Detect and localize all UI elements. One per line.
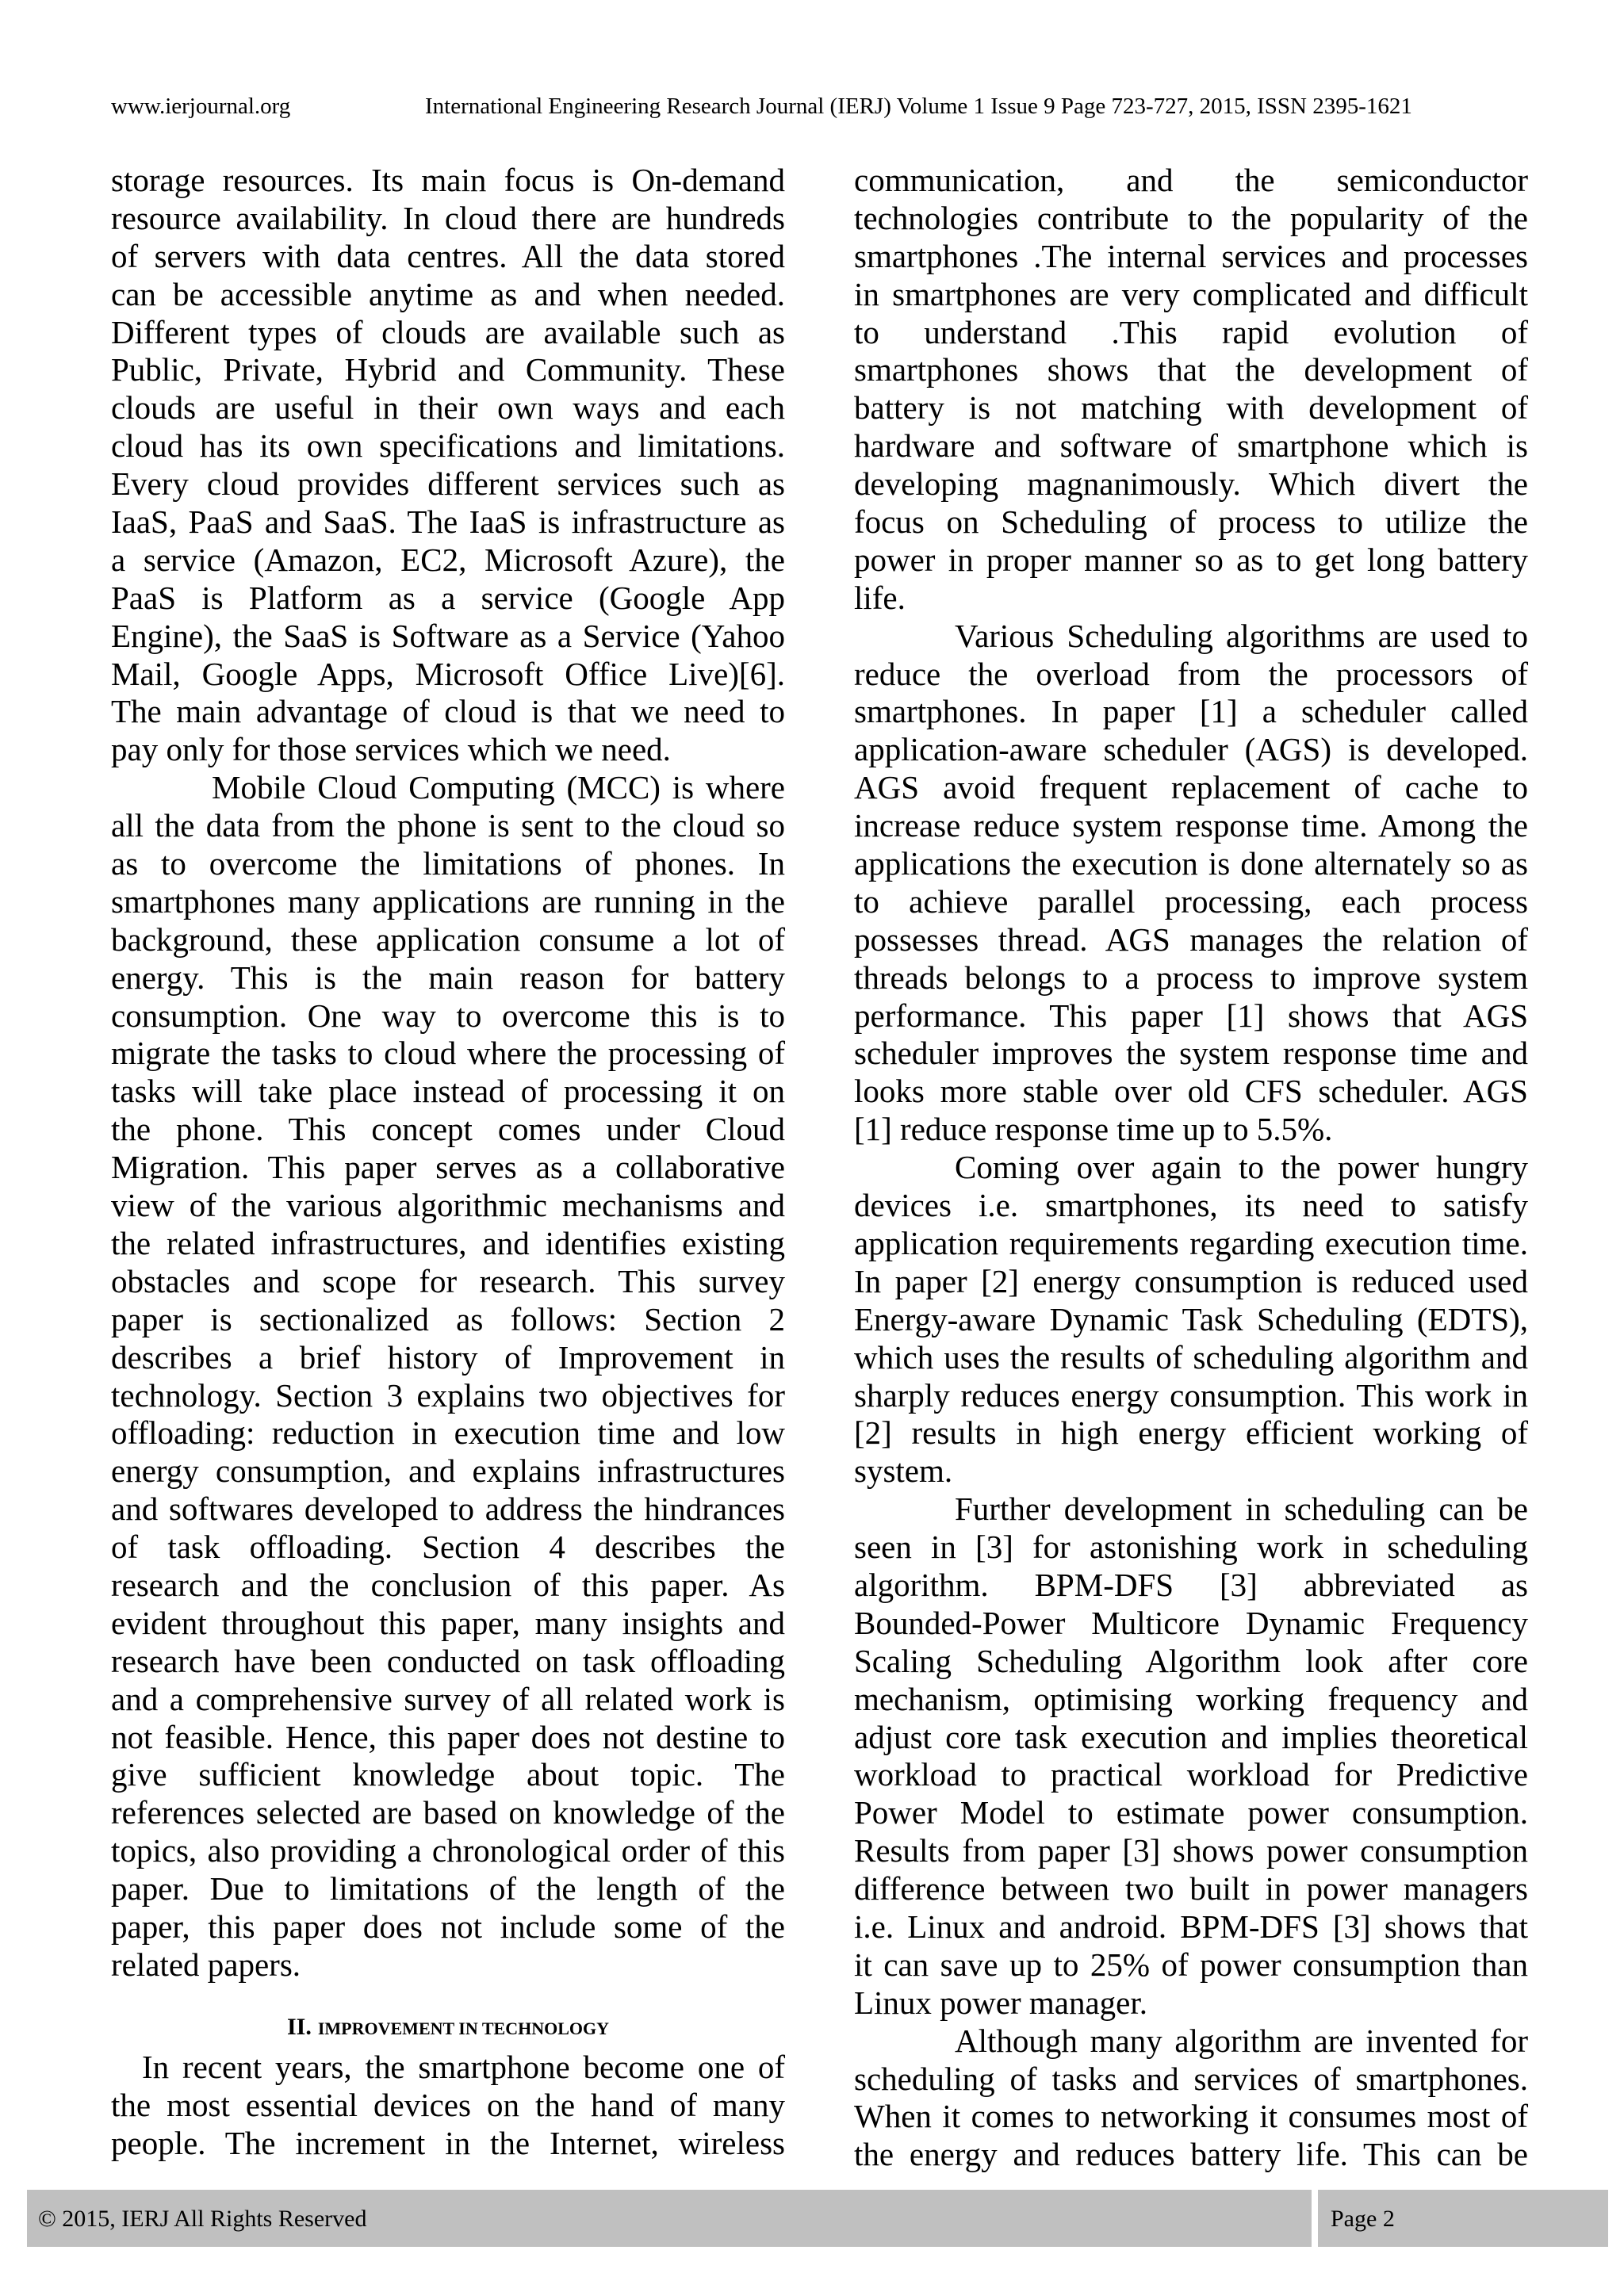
- text-line: When it comes to networking it consumes most of: [854, 2098, 1528, 2135]
- text-line: Various Scheduling algorithms are used to: [955, 617, 1528, 654]
- text-line: sharply reduces energy consumption. This work in: [854, 1376, 1528, 1414]
- text-line: energy. This is the main reason for battery: [111, 959, 785, 996]
- text-line: application requirements regarding execution time.: [854, 1224, 1528, 1261]
- text-line: a service (Amazon, EC2, Microsoft Azure), the: [111, 541, 785, 578]
- text-line: Every cloud provides different services such as: [111, 465, 785, 503]
- text-line: in smartphones are very complicated and difficult: [854, 275, 1528, 312]
- footer-copyright-band: [27, 2190, 1312, 2247]
- text-line: algorithm. BPM-DFS [3] abbreviated as: [854, 1566, 1528, 1603]
- footer-copyright: © 2015, IERJ All Rights Reserved: [38, 2206, 367, 2232]
- text-line: and a comprehensive survey of all related work is: [111, 1680, 785, 1717]
- text-line: Migration. This paper serves as a collaborative: [111, 1149, 785, 1186]
- text-line: Bounded-Power Multicore Dynamic Frequency: [854, 1604, 1528, 1641]
- text-line: the most essential devices on the hand of many: [111, 2086, 785, 2123]
- footer-page-band: [1318, 2190, 1608, 2247]
- paragraph: [854, 618, 1528, 1149]
- text-line: can be accessible anytime as and when needed.: [111, 275, 785, 312]
- text-line: technologies contribute to the popularity of the: [854, 199, 1528, 236]
- text-line: paper is sectionalized as follows: Section 2: [111, 1300, 785, 1337]
- text-line: tasks will take place instead of processing it on: [111, 1073, 785, 1110]
- text-line: the energy and reduces battery life. This can be: [854, 2136, 1528, 2173]
- text-line: seen in [3] for astonishing work in scheduling: [854, 1529, 1528, 1566]
- text-line: AGS avoid frequent replacement of cache to: [854, 769, 1528, 806]
- text-line: increase reduce system response time. Among the: [854, 807, 1528, 844]
- footer-page-number: Page 2: [1331, 2206, 1395, 2232]
- text-line: smartphones many applications are running in the: [111, 882, 785, 920]
- text-line: Mail, Google Apps, Microsoft Office Live)[6].: [111, 655, 785, 692]
- text-line: research have been conducted on task offloading: [111, 1642, 785, 1679]
- text-line: scheduler improves the system response time and: [854, 1035, 1528, 1072]
- section-heading: [111, 2003, 785, 2049]
- text-line: system.: [854, 1452, 953, 1490]
- text-line: evident throughout this paper, many insights and: [111, 1604, 785, 1641]
- text-line: research and the conclusion of this paper. As: [111, 1566, 785, 1603]
- text-line: paper. Due to limitations of the length of the: [111, 1870, 785, 1908]
- text-line: workload to practical workload for Predictive: [854, 1756, 1528, 1793]
- text-line: reduce the overload from the processors of: [854, 655, 1528, 692]
- text-line: IaaS, PaaS and SaaS. The IaaS is infrastructure as: [111, 503, 785, 541]
- text-line: Further development in scheduling can be: [955, 1490, 1528, 1528]
- text-line: Although many algorithm are invented for: [955, 2022, 1528, 2059]
- paragraph: [854, 1490, 1528, 2022]
- text-line: which uses the results of scheduling algorithm and: [854, 1338, 1528, 1376]
- text-line: smartphones. In paper [1] a scheduler called: [854, 693, 1528, 730]
- text-line: describes a brief history of Improvement in: [111, 1338, 785, 1376]
- text-line: power in proper manner so as to get long battery: [854, 541, 1528, 578]
- text-line: related papers.: [111, 1946, 301, 1983]
- text-line: focus on Scheduling of process to utilize the: [854, 503, 1528, 541]
- text-line: the related infrastructures, and identifies existing: [111, 1224, 785, 1261]
- text-line: Results from paper [3] shows power consumption: [854, 1832, 1528, 1869]
- text-line: scheduling of tasks and services of smartphones.: [854, 2060, 1528, 2097]
- section-numeral: II.: [287, 2013, 312, 2040]
- text-line: difference between two built in power managers: [854, 1870, 1528, 1908]
- text-line: application-aware scheduler (AGS) is developed.: [854, 731, 1528, 768]
- text-line: to understand .This rapid evolution of: [854, 313, 1528, 350]
- text-line: devices i.e. smartphones, its need to satisfy: [854, 1187, 1528, 1224]
- text-line: life.: [854, 579, 906, 616]
- text-line: not feasible. Hence, this paper does not destine to: [111, 1718, 785, 1755]
- text-line: give sufficient knowledge about topic. The: [111, 1756, 785, 1793]
- text-line: it can save up to 25% of power consumption than: [854, 1946, 1528, 1983]
- section-title: IMPROVEMENT IN TECHNOLOGY: [317, 2018, 609, 2038]
- text-line: Scaling Scheduling Algorithm look after core: [854, 1642, 1528, 1679]
- text-line: communication, and the semiconductor: [854, 162, 1528, 198]
- text-line: threads belongs to a process to improve system: [854, 959, 1528, 996]
- text-line: i.e. Linux and android. BPM-DFS [3] shows that: [854, 1908, 1528, 1945]
- text-line: and softwares developed to address the hindrances: [111, 1490, 785, 1528]
- text-line: smartphones .The internal services and processes: [854, 237, 1528, 274]
- text-line: performance. This paper [1] shows that AGS: [854, 997, 1528, 1034]
- text-line: consumption. One way to overcome this is to: [111, 997, 785, 1034]
- text-line: references selected are based on knowledge of the: [111, 1794, 785, 1831]
- text-line: [1] reduce response time up to 5.5%.: [854, 1111, 1333, 1148]
- text-line: adjust core task execution and implies theoretical: [854, 1718, 1528, 1755]
- text-line: the phone. This concept comes under Cloud: [111, 1111, 785, 1148]
- text-line: obstacles and scope for research. This survey: [111, 1262, 785, 1299]
- text-line: Energy-aware Dynamic Task Scheduling (EDTS),: [854, 1300, 1528, 1337]
- text-line: mechanism, optimising working frequency and: [854, 1680, 1528, 1717]
- text-line: Public, Private, Hybrid and Community. These: [111, 351, 785, 388]
- header-journal-info: International Engineering Research Journal (IERJ) Volume 1 Issue 9 Page 723-727, 2015, ISSN 2395-1621: [425, 94, 1412, 119]
- text-line: looks more stable over old CFS scheduler. AGS: [854, 1073, 1528, 1110]
- text-line: energy consumption, and explains infrastructures: [111, 1452, 785, 1490]
- text-line: offloading: reduction in execution time and low: [111, 1414, 785, 1452]
- text-line: The main advantage of cloud is that we need to: [111, 693, 785, 730]
- text-line: Power Model to estimate power consumption.: [854, 1794, 1528, 1831]
- text-line: view of the various algorithmic mechanisms and: [111, 1187, 785, 1224]
- paragraph: [854, 1149, 1528, 1490]
- text-line: storage resources. Its main focus is On-demand: [111, 162, 785, 198]
- paragraph: [854, 2022, 1528, 2175]
- text-line: developing magnanimously. Which divert the: [854, 465, 1528, 503]
- text-line: topics, also providing a chronological order of this: [111, 1832, 785, 1869]
- text-line: clouds are useful in their own ways and each: [111, 389, 785, 427]
- text-line: background, these application consume a lot of: [111, 920, 785, 958]
- text-line: all the data from the phone is sent to the cloud so: [111, 807, 785, 844]
- paragraph: [111, 2049, 785, 2163]
- header-site: www.ierjournal.org: [111, 94, 291, 119]
- paragraph: [854, 162, 1528, 618]
- right-column: [854, 162, 1528, 2174]
- text-line: as to overcome the limitations of phones. In: [111, 845, 785, 882]
- text-line: to achieve parallel processing, each process: [854, 882, 1528, 920]
- text-line: In recent years, the smartphone become one of: [142, 2048, 785, 2085]
- text-line: In paper [2] energy consumption is reduced used: [854, 1262, 1528, 1299]
- paragraph: [111, 769, 785, 1984]
- text-line: of servers with data centres. All the data stored: [111, 237, 785, 274]
- text-line: [2] results in high energy efficient working of: [854, 1414, 1528, 1452]
- text-line: Different types of clouds are available such as: [111, 313, 785, 350]
- text-line: of task offloading. Section 4 describes the: [111, 1529, 785, 1566]
- text-line: migrate the tasks to cloud where the processing of: [111, 1035, 785, 1072]
- text-line: technology. Section 3 explains two objectives for: [111, 1376, 785, 1414]
- left-column: [111, 162, 785, 2162]
- text-line: Engine), the SaaS is Software as a Service (Yahoo: [111, 617, 785, 654]
- text-line: paper, this paper does not include some of the: [111, 1908, 785, 1945]
- text-line: PaaS is Platform as a service (Google App: [111, 579, 785, 616]
- text-line: Coming over again to the power hungry: [955, 1149, 1528, 1186]
- paragraph: [111, 162, 785, 769]
- text-line: Linux power manager.: [854, 1984, 1148, 2021]
- text-line: resource availability. In cloud there are hundreds: [111, 199, 785, 236]
- text-line: hardware and software of smartphone which is: [854, 427, 1528, 465]
- text-line: Mobile Cloud Computing (MCC) is where: [212, 769, 785, 806]
- text-line: people. The increment in the Internet, wireless: [111, 2124, 785, 2161]
- text-line: battery is not matching with development of: [854, 389, 1528, 427]
- text-line: applications the execution is done alternately so as: [854, 845, 1528, 882]
- text-line: possesses thread. AGS manages the relation of: [854, 920, 1528, 958]
- text-line: smartphones shows that the development of: [854, 351, 1528, 388]
- text-line: pay only for those services which we need.: [111, 731, 671, 768]
- text-line: cloud has its own specifications and limitations.: [111, 427, 785, 465]
